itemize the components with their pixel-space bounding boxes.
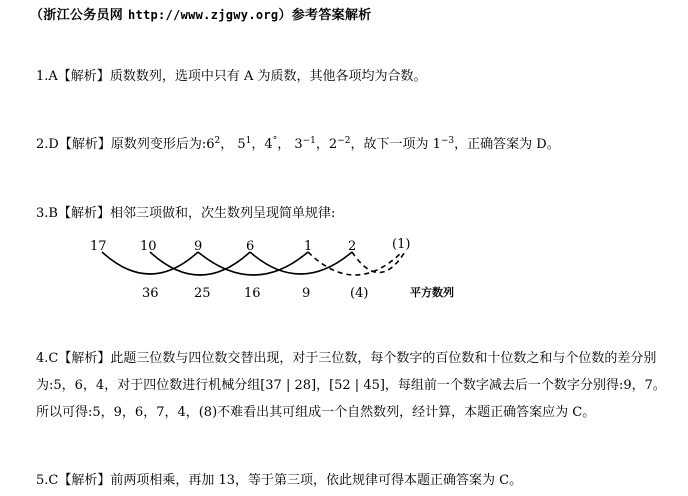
comma: ， (315, 137, 329, 152)
answer-text: ，正确答案为 D。 (454, 137, 560, 152)
answer-3 (36, 201, 335, 227)
bottom-value: 36 (142, 286, 159, 301)
answer-number: 4.C (36, 351, 59, 366)
answer-number: 5.C (36, 473, 59, 488)
top-value: 1 (304, 239, 313, 254)
answer-5 (36, 468, 522, 494)
answer-number: 1.A (36, 69, 58, 84)
header-url[interactable]: http://www.zjgwy.org (127, 8, 279, 22)
answer-text: 相邻三项做和，次生数列呈现简单规律: (109, 206, 336, 221)
answer-number: 3.B (36, 206, 58, 221)
sum-diagram (80, 228, 500, 308)
answer-text: ，故下一项为 1 (350, 137, 441, 152)
answer-text: 原数列变形后为: (110, 137, 207, 152)
top-value: 2 (348, 239, 357, 254)
power-term: $3^{-1}$ (294, 136, 316, 152)
arc-17-9 (102, 252, 198, 274)
answer-4 (36, 345, 676, 426)
analysis-tag: 【解析】 (57, 206, 110, 221)
top-value: 10 (140, 239, 157, 254)
top-value: 6 (246, 239, 255, 254)
power-term: $2^{-2}$ (328, 136, 351, 152)
arc-6-2 (250, 252, 352, 274)
diagram-caption: 平方数列 (410, 286, 454, 299)
next-exponent: −3 (440, 136, 455, 146)
power-term: 4° (264, 136, 278, 152)
page-header (30, 4, 372, 23)
power-term: $5^1$ (237, 136, 252, 152)
comma: ， (220, 137, 238, 152)
analysis-tag: 【解析】 (57, 69, 110, 84)
bottom-value: 25 (194, 286, 211, 301)
header-suffix: ）参考答案解析 (278, 8, 372, 23)
answer-number: 2.D (36, 137, 59, 152)
comma: ， (251, 137, 265, 152)
answer-text: 质数数列，选项中只有 A 为质数，其他各项均为合数。 (109, 69, 427, 84)
analysis-tag: 【解析】 (58, 351, 111, 366)
top-value: (1) (392, 237, 411, 252)
arc-2-next-dashed (352, 250, 406, 273)
analysis-tag: 【解析】 (58, 137, 111, 152)
top-value: 17 (90, 239, 107, 254)
answer-2 (36, 132, 560, 158)
answer-text: 前两项相乘，再加 13，等于第三项，依此规律可得本题正确答案为 C。 (110, 473, 523, 488)
bottom-value: 16 (244, 286, 261, 301)
power-term: $6^2$ (206, 136, 221, 152)
answer-text: 此题三位数与四位数交替出现，对于三位数，每个数字的百位数和十位数之和与个位数的差分别为:5，6，4，对于四位数进行机械分组[37 | 28]，[52 | 45]，每组前一个数字减去后一个数字分别得:9，7。所以可得:5，9，6，7，4，(8)不难看出其可组成一个自然数列，经计算，本题正确答案应为 C。 (36, 351, 666, 420)
answer-1 (36, 64, 426, 90)
bottom-value: 9 (302, 286, 311, 301)
analysis-tag: 【解析】 (58, 473, 111, 488)
bottom-value: (4) (350, 286, 369, 301)
comma: ， (277, 137, 295, 152)
top-value: 9 (194, 239, 203, 254)
header-prefix: （浙江公务员网 (30, 8, 128, 23)
